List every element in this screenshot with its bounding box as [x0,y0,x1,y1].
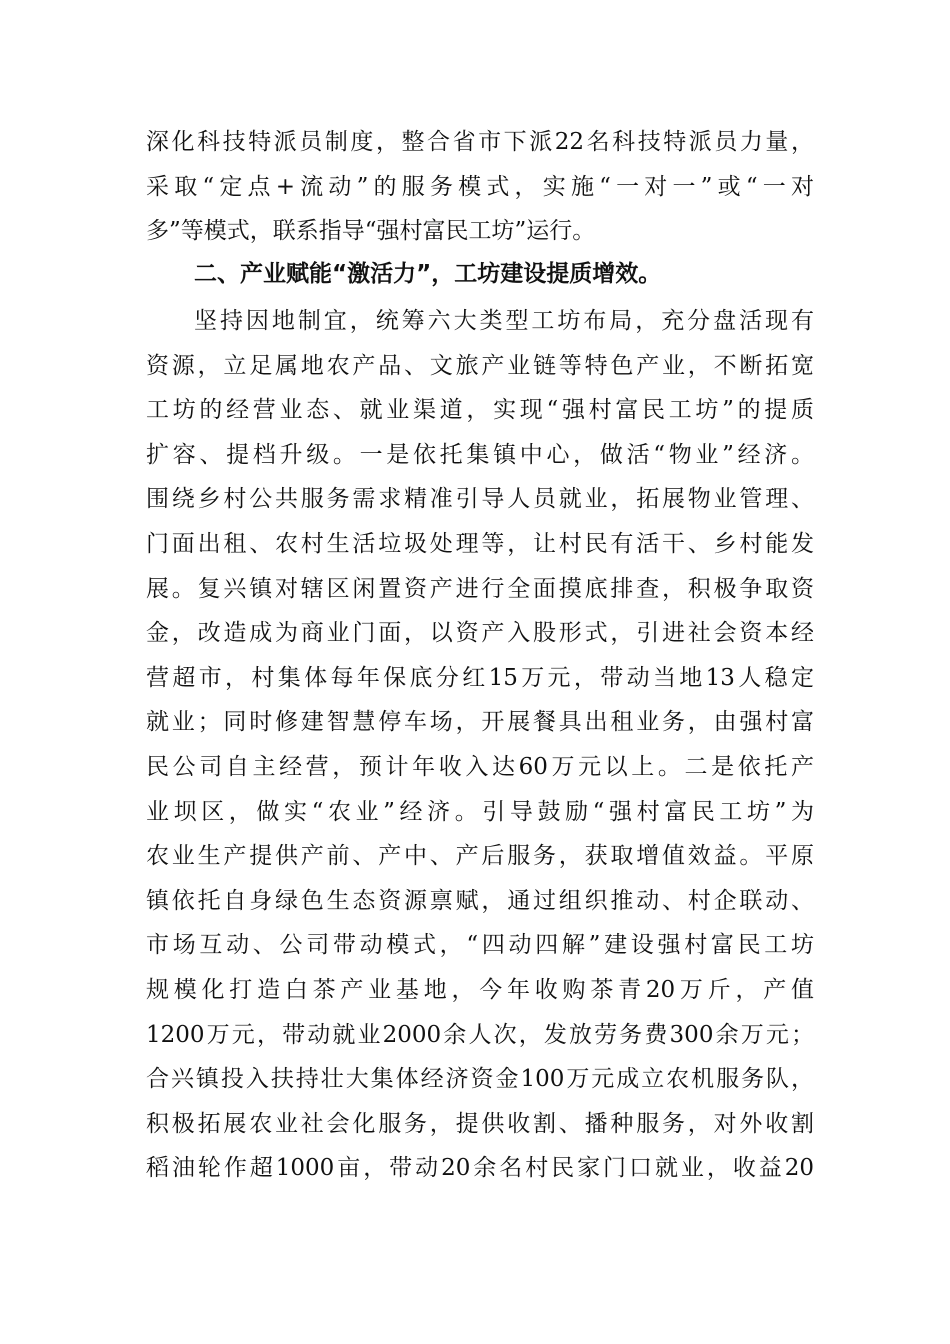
text-line: 资源，立足属地农产品、文旅产业链等特色产业，不断拓宽 [146,352,814,379]
text-line: 扩容、提档升级。一是依托集镇中心，做活“物业”经济。 [146,441,814,468]
text-line: 1200万元，带动就业2000余人次，发放劳务费300余万元； [146,1021,814,1048]
text-line: 业坝区，做实“农业”经济。引导鼓励“强村富民工坊”为 [146,798,814,825]
text-line: 就业；同时修建智慧停车场，开展餐具出租业务，由强村富 [146,709,814,736]
text-line: 坚持因地制宜，统筹六大类型工坊布局，充分盘活现有 [194,308,814,334]
text-line: 积极拓展农业社会化服务，提供收割、播种服务，对外收割 [146,1110,814,1137]
text-line: 深化科技特派员制度，整合省市下派22名科技特派员力量， [146,129,814,155]
text-line: 采取“定点+流动”的服务模式，实施“一对一”或“一对 [146,173,814,200]
text-line: 农业生产提供产前、产中、产后服务，获取增值效益。平原 [146,843,814,870]
text-line: 镇依托自身绿色生态资源禀赋，通过组织推动、村企联动、 [146,887,814,914]
text-line: 围绕乡村公共服务需求精准引导人员就业，拓展物业管理、 [146,486,814,513]
text-line: 营超市，村集体每年保底分红15万元，带动当地13人稳定 [146,664,814,691]
text-line: 金，改造成为商业门面，以资产入股形式，引进社会资本经 [146,620,814,647]
text-line: 多”等模式，联系指导“强村富民工坊”运行。 [146,218,596,245]
text-line: 合兴镇投入扶持壮大集体经济资金100万元成立农机服务队， [146,1066,814,1093]
text-line: 市场互动、公司带动模式，“四动四解”建设强村富民工坊 [146,932,814,959]
text-line: 展。复兴镇对辖区闲置资产进行全面摸底排查，积极争取资 [146,575,814,602]
paragraph-intro [146,120,814,254]
text-line: 规模化打造白茶产业基地，今年收购茶青20万斤，产值 [146,976,814,1003]
section-heading: 二、产业赋能“激活力”，工坊建设提质增效。 [194,261,662,287]
paragraph-industry [146,299,814,1191]
text-line: 工坊的经营业态、就业渠道，实现“强村富民工坊”的提质 [146,397,814,424]
text-line: 民公司自主经营，预计年收入达60万元以上。二是依托产 [146,753,814,780]
text-line: 门面出租、农村生活垃圾处理等，让村民有活干、乡村能发 [146,530,814,557]
text-line: 稻油轮作超1000亩，带动20余名村民家门口就业，收益20 [146,1155,814,1182]
